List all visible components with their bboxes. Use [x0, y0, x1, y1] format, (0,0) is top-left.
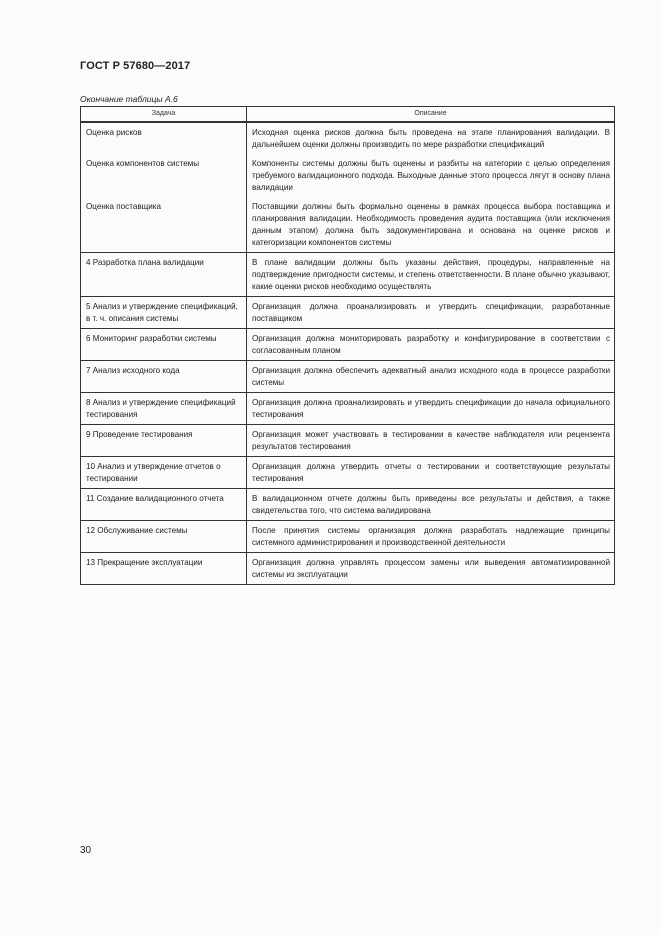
- task-cell: 7 Анализ исходного кода: [81, 361, 247, 393]
- task-cell: 5 Анализ и утверждение спецификаций, в т. ч. описания системы: [81, 297, 247, 329]
- description-cell: Организация может участвовать в тестировании в качестве наблюдателя или рецензента результатов тестирования: [247, 425, 615, 457]
- table-row: [81, 253, 615, 297]
- description-cell: Организация должна обеспечить адекватный анализ исходного кода в процессе разработки системы: [247, 361, 615, 393]
- table-row: [81, 297, 615, 329]
- table-row: [81, 521, 615, 553]
- table-row: [81, 489, 615, 521]
- table-header-row: [81, 107, 615, 123]
- description-cell: Организация должна утвердить отчеты о тестировании и соответствующие результаты тестирования: [247, 457, 615, 489]
- validation-tasks-table: [80, 106, 615, 585]
- description-cell: Исходная оценка рисков должна быть проведена на этапе планирования валидации. В дальнейшем оценки должны производить по мере разработки спецификаций: [247, 122, 615, 154]
- description-cell: В валидационном отчете должны быть приведены все результаты и действия, а также свидетельства того, что система валидирована: [247, 489, 615, 521]
- description-cell: Организация должна проанализировать и утвердить спецификации, разработанные поставщиком: [247, 297, 615, 329]
- task-cell: 8 Анализ и утверждение спецификаций тестирования: [81, 393, 247, 425]
- table-row: [81, 154, 615, 197]
- table-row: [81, 393, 615, 425]
- description-cell: Организация должна проанализировать и утвердить спецификации до начала официального тестирования: [247, 393, 615, 425]
- task-cell: Оценка компонентов системы: [81, 154, 247, 197]
- description-cell: Компоненты системы должны быть оценены и разбиты на категории с целью определения требуемого валидационного подхода. Выходные данные этого процесса лягут в основу плана валидации: [247, 154, 615, 197]
- description-cell: Организация должна мониторировать разработку и конфигурирование в соответствии с согласованным планом: [247, 329, 615, 361]
- task-cell: Оценка рисков: [81, 122, 247, 154]
- description-cell: Организация должна управлять процессом замены или выведения автоматизированной системы из эксплуатации: [247, 553, 615, 585]
- document-id: ГОСТ Р 57680—2017: [80, 60, 191, 72]
- table-row: [81, 553, 615, 585]
- task-cell: 13 Прекращение эксплуатации: [81, 553, 247, 585]
- page-number: 30: [80, 845, 92, 856]
- task-cell: 12 Обслуживание системы: [81, 521, 247, 553]
- description-cell: После принятия системы организация должна разработать надлежащие принципы системного администрирования и производственной деятельности: [247, 521, 615, 553]
- column-header-task: Задача: [81, 107, 247, 123]
- table-row: [81, 361, 615, 393]
- task-cell: 10 Анализ и утверждение отчетов о тестировании: [81, 457, 247, 489]
- table-row: [81, 457, 615, 489]
- task-cell: 9 Проведение тестирования: [81, 425, 247, 457]
- description-cell: В плане валидации должны быть указаны действия, процедуры, направленные на подтверждение пригодности системы, и степень ответственности. В плане обычно указывают, какие оценки рисков необходимо осуществлять: [247, 253, 615, 297]
- table-row: [81, 329, 615, 361]
- table-row: [81, 197, 615, 253]
- column-header-description: Описание: [247, 107, 615, 123]
- task-cell: 4 Разработка плана валидации: [81, 253, 247, 297]
- task-cell: Оценка поставщика: [81, 197, 247, 253]
- table-row: [81, 122, 615, 154]
- task-cell: 11 Создание валидационного отчета: [81, 489, 247, 521]
- task-cell: 6 Мониторинг разработки системы: [81, 329, 247, 361]
- table-row: [81, 425, 615, 457]
- table-caption: Окончание таблицы А.6: [80, 94, 178, 104]
- description-cell: Поставщики должны быть формально оценены в рамках процесса выбора поставщика и планирования валидации. Необходимость проведения аудита поставщика (или исключения данным этапом) должна быть задокументирована и основана на оценке рисков и категоризации компонентов системы: [247, 197, 615, 253]
